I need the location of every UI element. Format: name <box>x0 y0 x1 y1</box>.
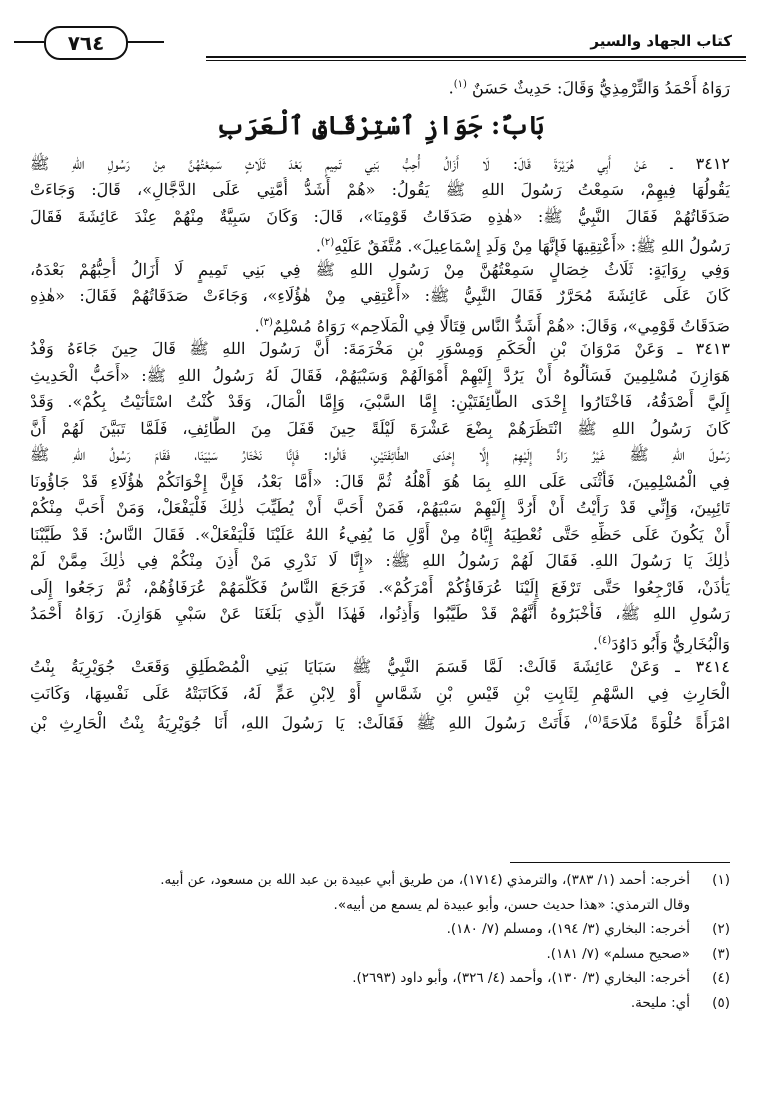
footnote-ref: (٥) <box>588 714 602 725</box>
footnote <box>30 966 730 991</box>
text-line: يَأْذَنْ، فَارْجِعُوا حَتَّى تَرْفَعَ إِلَيْنَا عُرَفَاؤُكُمْ أَمْرَكُمْ». فَرَجَعَ النَّاسُ فَكَلَّمَهُمْ عُرَفَاؤُهُمْ، ثُمَّ رَجَعُوا إِلَى <box>30 577 730 597</box>
text-line: هَوَازِنَ مُسْلِمِينَ فَسَأَلُوهُ أَنْ يَرُدَّ إِلَيْهِمْ أَمْوَالَهُمْ وَسَبْيَهُمْ، فَقَالَ لَهُ رَسُولُ اللهِ ﷺ: «أَحَبُّ الْحَدِيثِ <box>30 365 730 385</box>
text-line: كَانَ عَلَى عَائِشَةَ مُحَرَّرٌ فَقَالَ النَّبِيُّ ﷺ: «أَعْتِقِي مِنْ هٰؤُلَاءِ»، وَجَاءَتْ صَدَقَاتُهُمْ فَقَالَ: «هٰذِهِ <box>30 286 730 305</box>
footnote-text: «صحيح مسلم» (٧/ ١٨١). <box>546 945 690 962</box>
riwaya <box>30 257 730 337</box>
footnote-ref: (٤) <box>598 634 612 646</box>
text-line: تَائِبِينَ، وَإِنِّي قَدْ رَأَيْتُ أَنْ أَرُدَّ إِلَيْهِمْ سَبْيَهُمْ، فَمَنْ أَحَبَّ أَنْ يُطَيِّبَ ذٰلِكَ فَلْيَفْعَلْ، وَمَنْ أَحَبَّ مِنْكُمْ <box>30 498 730 517</box>
footnote-ref: (٣) <box>259 316 273 328</box>
footnote <box>30 868 730 893</box>
footnote-number: (٢) <box>712 921 730 937</box>
text-line: كَانَ رَسُولُ اللهِ ﷺ انْتَظَرَهُمْ بِضْعَ عَشْرَةَ لَيْلَةً حِينَ قَفَلَ مِنَ الطَّائِفِ، فَلَمَّا تَبَيَّنَ لَهُمْ أَنَّ <box>30 418 730 438</box>
text-line: إِلَيَّ أَصْدَقُهُ، فَاخْتَارُوا إِحْدَى الطَّائِفَتَيْنِ: إِمَّا السَّبْيَ، وَإِمَّا الْمَالَ، وَقَدْ كُنْتُ اسْتَأْنَيْتُ بِكُمْ». وَقَدْ <box>30 392 730 411</box>
text-line: ٣٤١٣ ـ وَعَنْ مَرْوَانَ بْنِ الْحَكَمِ وَمِسْوَرِ بْنِ مَخْرَمَةَ: أَنَّ رَسُولَ اللهِ ﷺ قَالَ حِينَ جَاءَهُ وَفْدُ <box>30 339 730 358</box>
footnote-number: (١) <box>712 872 730 888</box>
footnote-number: (٣) <box>712 945 730 962</box>
header-rule <box>206 56 746 58</box>
text-line: وَالْبُخَارِيُّ وَأَبُو دَاوُدَ$^{(٤)}$. <box>592 633 730 653</box>
footnote-number <box>690 893 730 918</box>
text-line: رَسُولِ اللهِ ﷺ، فَأَخْبَرُوهُ أَنَّهُمْ قَدْ طَيَّبُوا وَأَذِنُوا، فَهٰذَا الَّذِي بَلَغَنَا عَنْ سَبْيِ هَوَازِنَ. رَوَاهُ أَحْمَدُ <box>30 604 730 623</box>
footnote-text: أي: مليحة. <box>630 994 690 1011</box>
footnote-rule <box>510 862 730 863</box>
page-number: ٧٦٤ <box>44 26 128 60</box>
footnote <box>30 893 730 918</box>
ornament-line-right <box>126 41 164 43</box>
footnote-ref: (١) <box>453 79 467 90</box>
ornament-line-left <box>14 41 44 43</box>
text-line: صَدَقَاتُ قَوْمِي»، وَقَالَ: «هُمْ أَشَدُّ النَّاسِ قِتَالًا فِي الْمَلَاحِمِ» رَوَاهُ مُسْلِمٌ$^{(٣)}$. <box>254 315 730 335</box>
text-line: رَسُولَ اللهِ ﷺ غَيْرُ رَادٍّ إِلَيْهِمْ إِلَّا إِحْدَى الطَّائِفَتَيْنِ، قَالُوا: فَإِنَّا نَخْتَارُ سَبْيَنَا، فَقَامَ رَسُولُ اللهِ ﷺ <box>30 445 730 464</box>
text-line: أَنْ يَكُونَ عَلَى حَظِّهِ حَتَّى نُعْطِيَهُ إِيَّاهُ مِنْ أَوَّلِ مَا يُفِيءُ اللهُ عَلَيْنَا فَلْيَفْعَلْ». فَقَالَ النَّاسُ: قَدْ طَيَّبْنَا <box>30 524 730 544</box>
text-line: ٣٤١٤ ـ وَعَنْ عَائِشَةَ قَالَتْ: لَمَّا قَسَمَ النَّبِيُّ ﷺ سَبَايَا بَنِي الْمُصْطَلِقِ وَقَعَتْ جُوَيْرِيَةُ بِنْتُ <box>30 657 730 676</box>
hadith-3412 <box>30 151 730 257</box>
footnote-text: أخرجه: البخاري (٣/ ١٣٠)، وأحمد (٤/ ٣٢٦)، وأبو داود (٢٦٩٣). <box>352 970 690 986</box>
text-line: صَدَقَاتُهُمْ فَقَالَ النَّبِيُّ ﷺ: «هٰذِهِ صَدَقَاتُ قَوْمِنَا»، قَالَ: وَكَانَ سَبِيَّةٌ مِنْهُمْ عِنْدَ عَائِشَةَ فَقَالَ <box>30 206 730 226</box>
text-line: ذٰلِكَ يَا رَسُولَ اللهِ. فَقَالَ لَهُمْ رَسُولُ اللهِ ﷺ: «إِنَّا لَا نَدْرِي مَنْ أَذِنَ مِنْكُمْ فِي ذٰلِكَ مِمَّنْ لَمْ <box>30 551 730 570</box>
page-body <box>30 72 730 734</box>
text-line: وَفِي رِوَايَةٍ: ثَلَاثُ خِصَالٍ سَمِعْتُهُنَّ مِنْ رَسُولِ اللهِ ﷺ فِي بَنِي تَمِيمٍ لَا أَزَالُ أُحِبُّهُمْ بَعْدَهُ، <box>30 259 730 279</box>
footnote-number: (٤) <box>712 970 730 986</box>
footnote <box>30 942 730 967</box>
footnotes <box>30 868 730 1015</box>
hadith-3413 <box>30 336 730 654</box>
footnote-text: أخرجه: أحمد (١/ ٣٨٣)، والترمذي (١٧١٤)، من طريق أبي عبيدة بن عبد الله بن مسعود، عن أبيه. <box>160 872 690 888</box>
footnote-ref: (٢) <box>320 237 335 248</box>
footnote <box>30 991 730 1016</box>
text-line: يَقُولُهَا فِيهِمْ، سَمِعْتُ رَسُولَ اللهِ ﷺ يَقُولُ: «هُمْ أَشَدُّ أُمَّتِي عَلَى الدَّجَّالِ»، قَالَ: وَجَاءَتْ <box>30 180 730 199</box>
footnote <box>30 917 730 942</box>
text-line: فِي الْمُسْلِمِينَ، فَأَثْنَى عَلَى اللهِ بِمَا هُوَ أَهْلُهُ ثُمَّ قَالَ: «أَمَّا بَعْدُ، فَإِنَّ إِخْوَانَكُمْ هٰؤُلَاءِ قَدْ جَاؤُونَا <box>30 471 730 491</box>
text-line: الْحَارِثِ فِي السَّهْمِ لِثَابِتِ بْنِ قَيْسِ بْنِ شَمَّاسٍ أَوْ لِابْنِ عَمٍّ لَهُ، فَكَاتَبَتْهُ عَلَى نَفْسِهَا، وَكَانَتِ <box>30 683 730 703</box>
book-title: كتاب الجهاد والسير <box>590 32 732 50</box>
chapter-title: بَابٌ: جَوَازِ ٱسْتِرْقَاقِ ٱلْعَرَبِ <box>215 110 545 140</box>
footnote-text: أخرجه: البخاري (٣/ ١٩٤)، ومسلم (٧/ ١٨٠). <box>446 921 690 937</box>
text-line: امْرَأَةً حُلْوَةً مُلَاحَةً$^{(٥)}$، فَأَتَتْ رَسُولَ اللهِ ﷺ فَقَالَتْ: يَا رَسُولَ اللهِ، أَنَا جُوَيْرِيَةُ بِنْتُ الْحَارِثِ بْنِ <box>30 713 730 733</box>
header-rule-thin <box>206 60 746 61</box>
footnote-number: (٥) <box>712 994 730 1011</box>
page-header <box>14 22 746 64</box>
text-line: ٣٤١٢ ـ عَنْ أَبِي هُرَيْرَةَ قَالَ: لَا أَزَالُ أُحِبُّ بَنِي تَمِيمٍ بَعْدَ ثَلَاثٍ سَمِعْتُهُنَّ مِنْ رَسُولِ اللهِ ﷺ <box>30 153 730 173</box>
footnote-text: وقال الترمذي: «هذا حديث حسن، وأبو عبيدة لم يسمع من أبيه». <box>333 896 690 913</box>
top-line: رَوَاهُ أَحْمَدُ وَالتِّرْمِذِيُّ وَقَالَ: حَدِيثٌ حَسَنٌ $^{(١)}$. <box>448 78 730 98</box>
text-line: رَسُولُ اللهِ ﷺ: «أَعْتِقِيهَا فَإِنَّهَا مِنْ وَلَدِ إِسْمَاعِيلَ». مُتَّفَقٌ عَلَيْهِ$^{(٢)}$. <box>315 236 730 256</box>
hadith-3414 <box>30 654 730 734</box>
page-number-ornament <box>14 22 164 62</box>
